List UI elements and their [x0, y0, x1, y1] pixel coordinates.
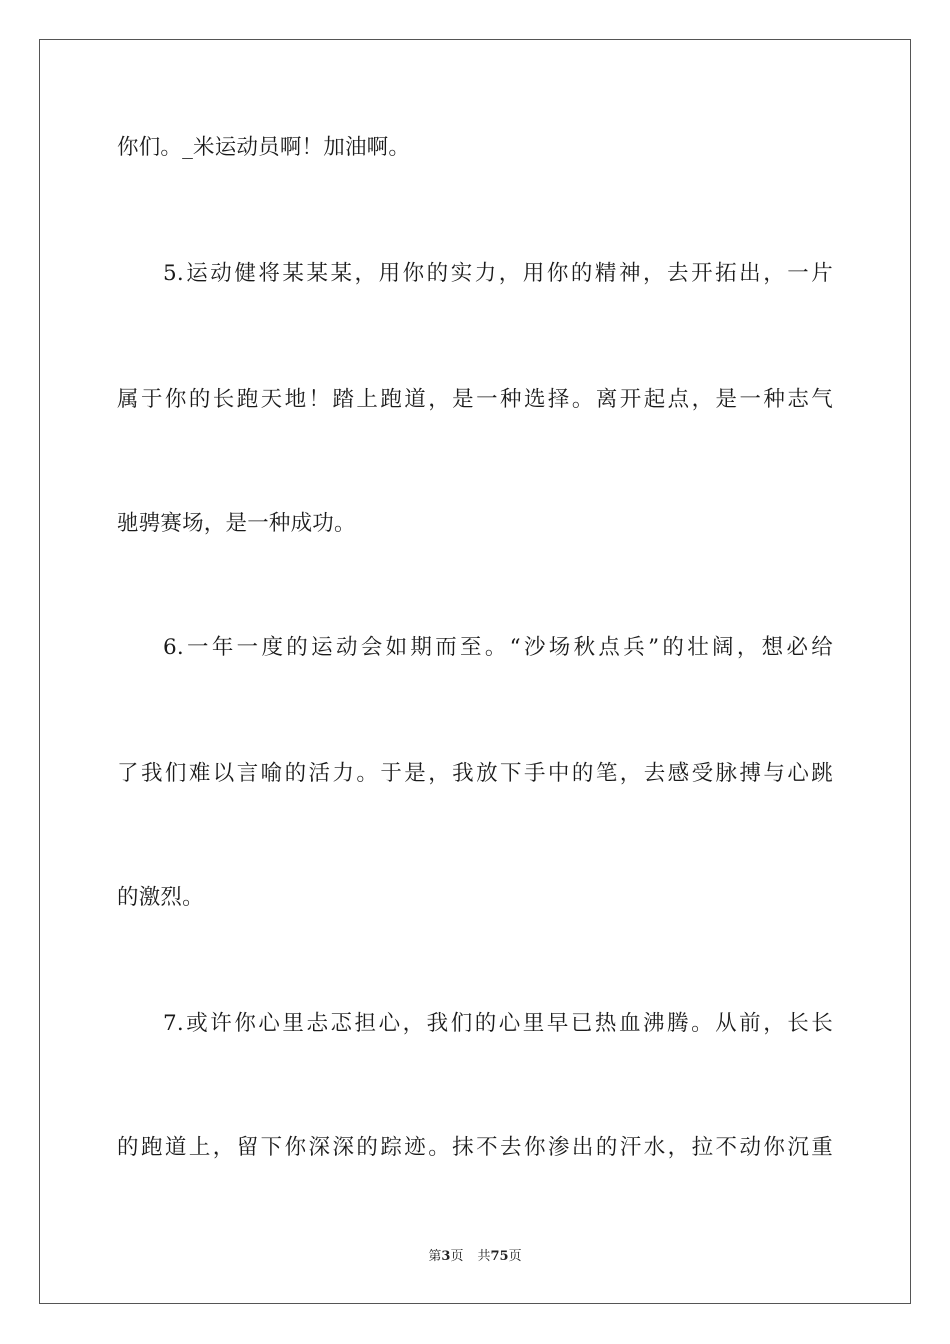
- page-suffix: 页: [450, 1249, 464, 1264]
- text-line-7: 的激烈。: [117, 885, 204, 910]
- text-line-9: 的跑道上，留下你深深的踪迹。抹不去你渗出的汗水，拉不动你沉重: [117, 1135, 833, 1160]
- page-number: 3: [441, 1249, 451, 1264]
- total-pages: 75: [490, 1249, 509, 1264]
- total-prefix: 共: [477, 1249, 491, 1264]
- text-line-3: 属于你的长跑天地！踏上跑道，是一种选择。离开起点，是一种志气: [117, 387, 833, 412]
- total-suffix: 页: [508, 1249, 522, 1264]
- text-line-2: 5.运动健将某某某，用你的实力，用你的精神，去开拓出，一片: [163, 261, 833, 286]
- page-border: [39, 39, 911, 1304]
- text-line-4: 驰骋赛场，是一种成功。: [117, 511, 356, 536]
- page-prefix: 第: [428, 1249, 442, 1264]
- text-line-8: 7.或许你心里忐忑担心，我们的心里早已热血沸腾。从前，长长: [163, 1011, 833, 1036]
- text-line-6: 了我们难以言喻的活力。于是，我放下手中的笔，去感受脉搏与心跳: [117, 761, 833, 786]
- text-line-5: 6.一年一度的运动会如期而至。“沙场秋点兵”的壮阔，想必给: [163, 635, 833, 660]
- text-line-1: 你们。_米运动员啊！加油啊。: [117, 135, 411, 160]
- page-footer: [0, 1249, 950, 1265]
